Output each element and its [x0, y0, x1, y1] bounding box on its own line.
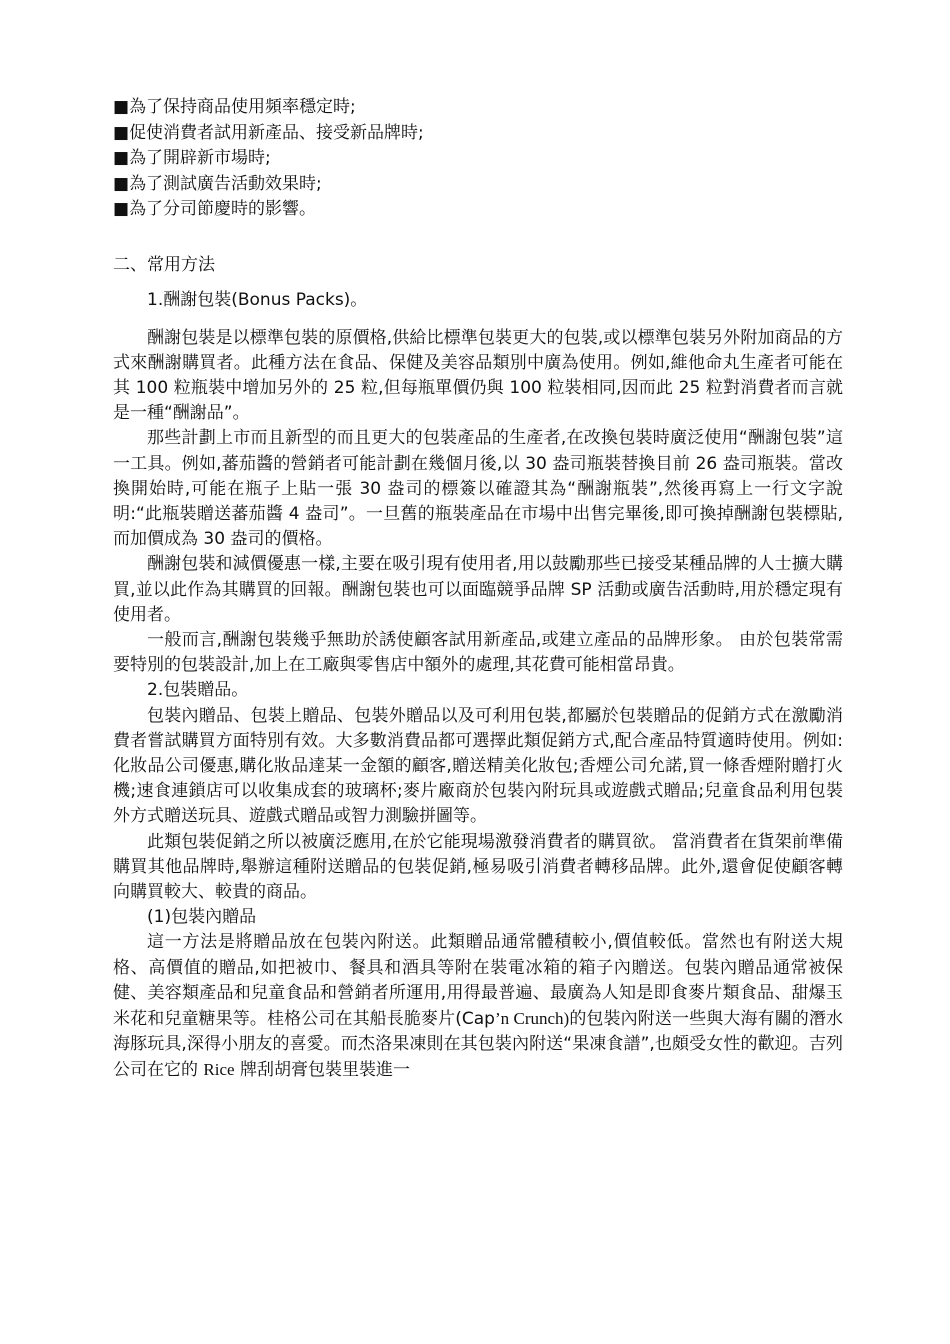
bullet-list: [113, 95, 843, 223]
section-heading: 二、常用方法: [113, 254, 215, 275]
paragraph-text-serif: ’n Crunch): [494, 1008, 570, 1028]
bullet-text: 為了測試廣告活動效果時;: [129, 173, 322, 194]
paragraph: 酬謝包裝和減價優惠一樣,主要在吸引現有使用者,用以鼓勵那些已接受某種品牌的人士擴大購買,並以此作為其購買的回報。酬謝包裝也可以面臨競爭品牌 SP 活動或廣告活動時,用於穩定現有使用者。: [113, 554, 843, 625]
bullet-text: 為了保持商品使用頻率穩定時;: [129, 97, 356, 117]
paragraph-text-serif: Rice: [203, 1060, 235, 1080]
paragraph: 此類包裝促銷之所以被廣泛應用,在於它能現場激發消費者的購買欲。 當消費者在貨架前準備購買其他品牌時,舉辦這種附送贈品的包裝促銷,極易吸引消費者轉移品牌。此外,還會促使顧客轉向購買較大、較貴的商品。: [113, 831, 843, 902]
sub-heading-package-premiums: 2.包裝贈品。: [147, 680, 249, 701]
bullet-text: 為了分司節慶時的影響。: [129, 199, 317, 219]
bullet-text: 促使消費者試用新產品、接受新品牌時;: [129, 122, 424, 143]
bullet-item: [113, 172, 843, 198]
paragraph-text: 這一方法是將贈品放在包裝內附送。此類贈品通常體積較小,價值較低。當然也有附送大規格、高價值的贈品,如把被巾、餐具和酒具等附在裝電冰箱的箱子內贈送。包裝內贈品通常被保健、美容類產品和兒童食品和營銷者所運用,用得最普遍、最廣為人知是即食麥片類食品、甜爆玉米花和兒童糖果等。桂格公司在其船長脆麥片(Cap: [113, 932, 843, 1029]
bullet-text: 為了開辟新市場時;: [129, 148, 271, 168]
paragraph: 一般而言,酬謝包裝幾乎無助於誘使顧客試用新產品,或建立產品的品牌形象。 由於包裝常需要特別的包裝設計,加上在工廠與零售店中額外的處理,其花費可能相當昂貴。: [113, 629, 843, 676]
bullet-item: [113, 95, 843, 121]
paragraph-text: 牌刮胡膏包裝里裝進一: [234, 1060, 410, 1081]
paragraph: 那些計劃上市而且新型的而且更大的包裝產品的生產者,在改換包裝時廣泛使用“酬謝包裝”這一工具。例如,蕃茄醬的營銷者可能計劃在幾個月後,以 30 盎司瓶裝替換目前 26 盎司瓶裝。當改換開始時,可能在瓶子上貼一張 30 盎司的標簽以確證其為“酬謝瓶裝”,然後再寫上一行文字說明:“此瓶裝贈送蕃茄醬 4 盎司”。一旦舊的瓶裝產品在市場中出售完畢後,即可換掉酬謝包裝標貼,而加價成為 30 盎司的價格。: [113, 428, 843, 550]
paragraph: 包裝內贈品、包裝上贈品、包裝外贈品以及可利用包裝,都屬於包裝贈品的促銷方式在激勵消費者嘗試購買方面特別有效。大多數消費品都可選擇此類促銷方式,配合產品特質適時使用。例如:化妝品公司優惠,購化妝品達某一金額的顧客,贈送精美化妝包;香煙公司允諾,買一條香煙附贈打火機;速食連鎖店可以收集成套的玻璃杯;麥片廠商於包裝內附玩具或遊戲式贈品;兒童食品利用包裝外方式贈送玩具、遊戲式贈品或智力測驗拼圖等。: [113, 705, 843, 827]
paragraph-text: 的包裝內附送一些與大海有關的潛水海豚玩具,深得小朋友的喜愛。而杰洛果凍則在其包裝內附送“果凍食譜”,也頗受女性的歡迎。吉列公司在它的: [113, 1008, 843, 1081]
paragraph: 酬謝包裝是以標準包裝的原價格,供給比標準包裝更大的包裝,或以標準包裝另外附加商品的方式來酬謝購買者。此種方法在食品、保健及美容品類別中廣為使用。例如,維他命丸生產者可能在其 100 粒瓶裝中增加另外的 25 粒,但每瓶單價仍與 100 粒裝相同,因而此 25 粒對消費者而言就是一種“酬謝品”。: [113, 327, 843, 424]
bullet-item: [113, 121, 843, 147]
bullet-square-icon: ■: [113, 173, 130, 194]
document-page: [113, 95, 843, 1084]
bullet-square-icon: ■: [113, 148, 130, 168]
bullet-item: [113, 146, 843, 172]
bullet-item: [113, 197, 843, 223]
paragraph: [113, 930, 843, 1083]
bullet-square-icon: ■: [113, 199, 130, 219]
bullet-square-icon: ■: [113, 97, 130, 117]
bullet-square-icon: ■: [113, 122, 130, 143]
sub-heading-in-pack-premiums: (1)包裝內贈品: [147, 907, 257, 928]
sub-heading-bonus-packs: 1.酬謝包裝(Bonus Packs)。: [147, 289, 368, 310]
